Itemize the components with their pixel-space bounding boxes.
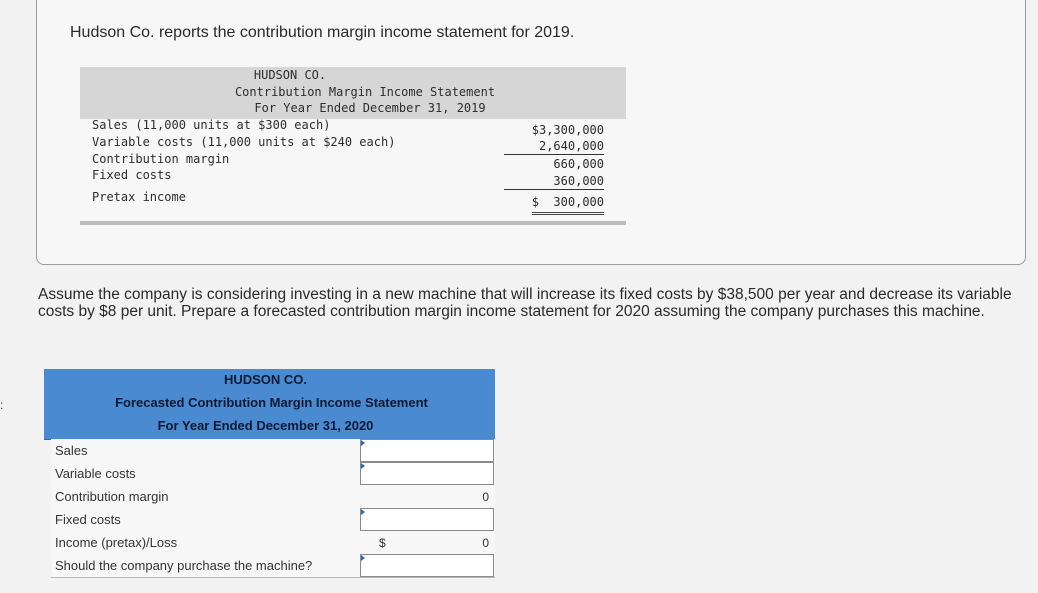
purchase-decision-input[interactable] (361, 555, 493, 576)
row-label-cm: Contribution margin (92, 152, 230, 166)
forecast-row-fixed (51, 508, 495, 532)
forecast-label-cm: Contribution margin (55, 489, 169, 504)
intro-text: Hudson Co. reports the contribution margin income statement for 2019. (70, 24, 575, 41)
forecast-label-income: Income (pretax)/Loss (55, 535, 178, 550)
variable-costs-input-cell[interactable] (360, 462, 494, 485)
forecast-row-sales (51, 439, 495, 463)
fixed-costs-input-cell[interactable] (360, 508, 494, 531)
row-value-fixed: 360,000 (504, 173, 604, 190)
statement-footer-bar (80, 221, 626, 225)
row-label-fixed: Fixed costs (92, 168, 172, 182)
purchase-decision-select[interactable] (360, 554, 494, 577)
forecast-label-decision: Should the company purchase the machine? (55, 558, 313, 573)
forecast-row-variable (51, 462, 495, 486)
forecast-label-fixed: Fixed costs (55, 512, 121, 527)
forecast-title: Forecasted Contribution Margin Income Statement (44, 393, 495, 416)
row-label-pretax: Pretax income (92, 190, 186, 204)
row-label-sales: Sales (11,000 units at $300 each) (92, 118, 331, 132)
forecast-company: HUDSON CO. (44, 369, 495, 394)
forecast-label-sales: Sales (55, 443, 88, 458)
fixed-costs-input[interactable] (361, 509, 493, 530)
row-value-sales: $3,300,000 (531, 123, 604, 137)
forecast-row-decision (51, 554, 495, 578)
question-text: Assume the company is considering investing in a new machine that will increase its fixed costs by $38,500 per year and decrease its variable costs by $8 per unit. Prepare a forecasted contribution margin income statement for 2020 assuming the company purchases this machine. (38, 286, 1012, 320)
forecast-period: For Year Ended December 31, 2020 (44, 415, 495, 440)
sales-input-cell[interactable] (360, 439, 494, 462)
company-name: HUDSON CO. (253, 68, 327, 82)
statement-2019-header (80, 67, 626, 119)
row-value-pretax: $ 300,000 (531, 195, 604, 209)
sales-input[interactable] (361, 440, 493, 461)
forecast-label-variable: Variable costs (55, 466, 136, 481)
statement-period: For Year Ended December 31, 2019 (254, 101, 486, 115)
row-value-cm: 660,000 (553, 157, 604, 171)
row-value-variable: 2,640,000 (504, 138, 604, 155)
row-label-variable: Variable costs (11,000 units at $240 each) (92, 135, 396, 149)
edge-mark: : (0, 398, 4, 412)
forecast-row-income (51, 531, 495, 555)
statement-2019 (80, 67, 626, 217)
statement-title: Contribution Margin Income Statement (234, 85, 496, 99)
income-currency: $ (379, 536, 386, 550)
forecast-form (44, 369, 495, 577)
double-underline (532, 212, 604, 215)
income-value: 0 (482, 536, 489, 550)
forecast-row-cm (51, 485, 495, 509)
variable-costs-input[interactable] (361, 463, 493, 484)
contribution-margin-value: 0 (482, 490, 489, 504)
